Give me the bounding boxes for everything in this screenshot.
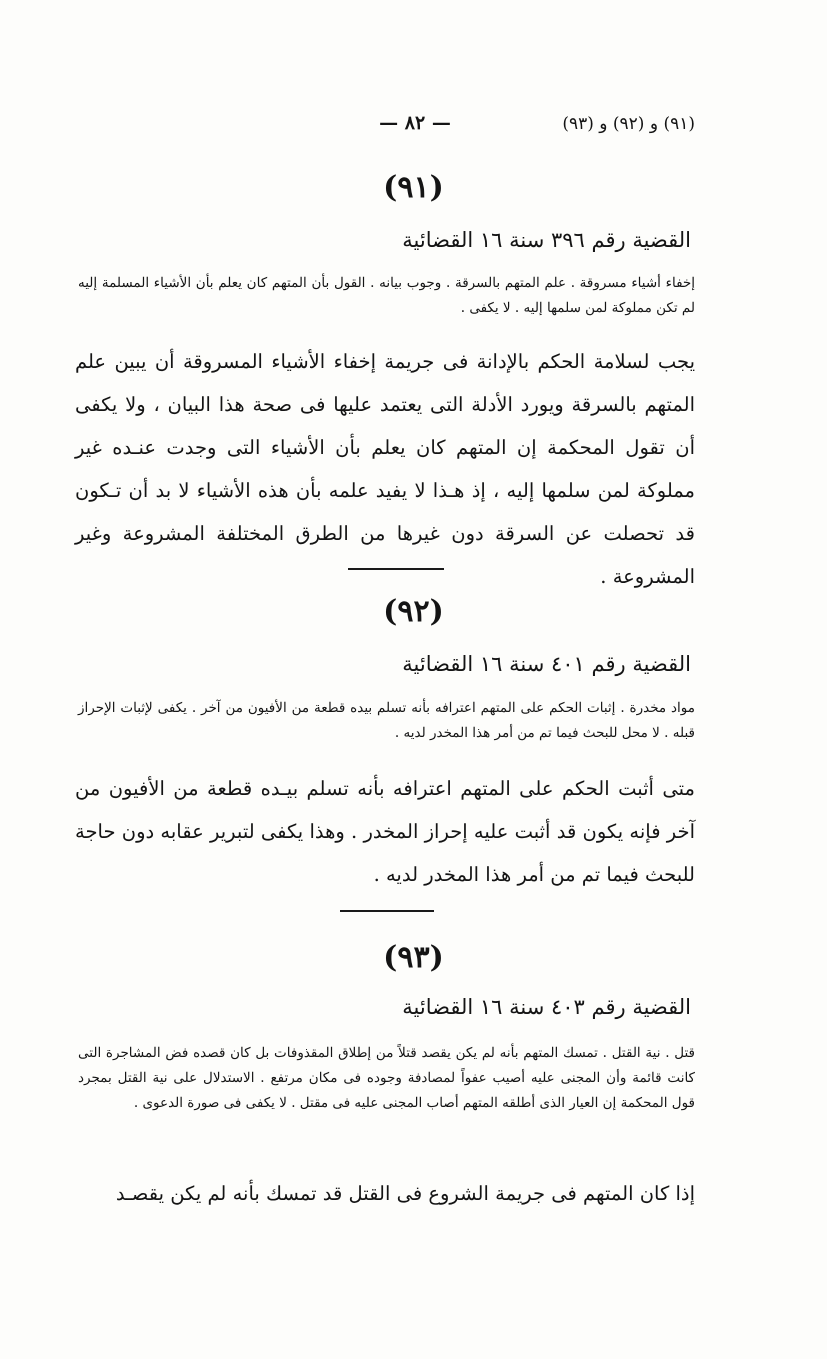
case-title-93: القضية رقم ٤٠٣ سنة ١٦ القضائية (402, 995, 691, 1019)
case-summary-93: قتل . نية القتل . تمسك المتهم بأنه لم يكن يقصد قتلاً من إطلاق المقذوفات بل كان قصده فض المشاجرة التى كانت قائمة وأن المجنى عليه أصيب عفواً لمصادفة وجوده فى مكان مرتفع . الاستدلال على نية القتل بمجرد قول المحكمة إن العيار الذى أطلقه المتهم أصاب المجنى عليه فى مقتل . لا يكفى فى صورة الدعوى . (78, 1045, 695, 1111)
section-number-92: (٩٢) (383, 594, 444, 629)
case-title-92: القضية رقم ٤٠١ سنة ١٦ القضائية (402, 652, 691, 676)
case-title-91: القضية رقم ٣٩٦ سنة ١٦ القضائية (402, 228, 691, 252)
case-ruling-93: إذا كان المتهم فى جريمة الشروع فى القتل قد تمسك بأنه لم يكن يقصـد (115, 1182, 695, 1205)
section-divider (348, 568, 444, 570)
section-number-91: (٩١) (383, 170, 444, 205)
page-number: — ٨٢ — (379, 112, 451, 134)
case-summary-91: إخفاء أشياء مسروقة . علم المتهم بالسرقة . وجوب بيانه . القول بأن المتهم كان يعلم بأن الأشياء المسلمة إليه لم تكن مملوكة لمن سلمها إليه . لا يكفى . (78, 275, 695, 316)
running-header-sections: (٩١) و (٩٢) و (٩٣) (562, 114, 695, 134)
section-divider (340, 910, 434, 912)
case-ruling-91: يجب لسلامة الحكم بالإدانة فى جريمة إخفاء الأشياء المسروقة أن يبين علم المتهم بالسرقة ويورد الأدلة التى يعتمد عليها فى صحة هذا البيان ، ولا يكفى أن تقول المحكمة إن المتهم كان يعلم بأن الأشياء التى وجدت عنـده غير مملوكة لمن سلمها إليه ، إذ هـذا لا يفيد علمه بأن هذه الأشياء لا بد أن تـكون قد تحصلت عن السرقة دون غيرها من الطرق المختلفة المشروعة وغير المشروعة . (75, 350, 695, 588)
case-ruling-92: متى أثبت الحكم على المتهم اعترافه بأنه تسلم بيـده قطعة من الأفيون من آخر فإنه يكون قد أثبت عليه إحراز المخدر . وهذا يكفى لتبرير عقابه دون حاجة للبحث فيما تم من أمر هذا المخدر لديه . (75, 777, 695, 886)
case-summary-92: مواد مخدرة . إثبات الحكم على المتهم اعترافه بأنه تسلم بيده قطعة من الأفيون من آخر . يكفى لإثبات الإحراز قبله . لا محل للبحث فيما تم من أمر هذا المخدر لديه . (78, 700, 695, 741)
section-number-93: (٩٣) (383, 940, 444, 975)
